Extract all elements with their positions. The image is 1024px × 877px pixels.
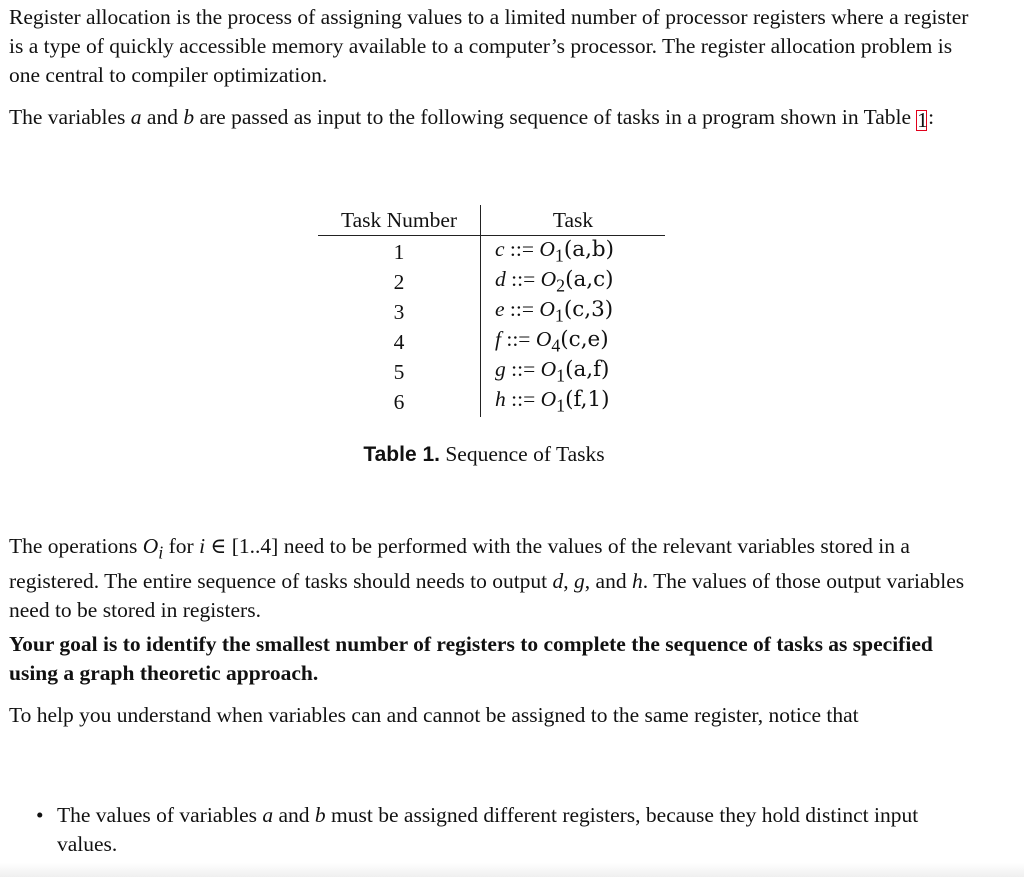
text-segment: . The values of those output variables need to be stored in registers. bbox=[9, 569, 965, 623]
task-args: (c,e) bbox=[560, 327, 609, 353]
task-number-cell: 5 bbox=[318, 357, 481, 387]
intro-paragraph: Register allocation is the process of assigning values to a limited number of processor registers where a register is a type of quickly accessible memory available to a computer’s processor. The register allocation problem is one central to compiler optimization. bbox=[9, 5, 969, 87]
page-bottom-shadow bbox=[0, 863, 1024, 877]
variables-paragraph bbox=[9, 103, 969, 132]
task-args: (a,b) bbox=[563, 237, 615, 263]
op-subscript: 2 bbox=[556, 275, 566, 296]
task-lhs: h bbox=[495, 387, 506, 412]
var-b: b bbox=[314, 803, 326, 827]
task-expression bbox=[495, 297, 614, 326]
op-subscript: 1 bbox=[554, 305, 564, 326]
op-symbol: O bbox=[142, 534, 159, 558]
table-row bbox=[318, 236, 665, 268]
index-i: i bbox=[199, 534, 206, 558]
var-a: a bbox=[262, 803, 274, 827]
hint-paragraph: To help you understand when variables can and cannot be assigned to the same register, notice that bbox=[9, 703, 859, 727]
text-segment: must be assigned different registers, because they hold distinct input values. bbox=[57, 803, 919, 856]
goal-paragraph: Your goal is to identify the smallest number of registers to complete the sequence of tasks as specified using a graph theoretic approach. bbox=[9, 632, 933, 685]
caption-label: Table 1. bbox=[363, 443, 440, 466]
task-args: (a,f) bbox=[565, 357, 610, 383]
task-number-cell: 1 bbox=[318, 236, 481, 268]
table-row bbox=[318, 327, 665, 357]
op-subscript: 1 bbox=[554, 245, 564, 266]
op-subscript: 4 bbox=[551, 335, 561, 356]
range-text: ∈ [1..4] bbox=[205, 534, 279, 558]
task-args: (a,c) bbox=[565, 267, 614, 293]
task-args: (f,1) bbox=[565, 387, 610, 413]
text-segment: and bbox=[141, 105, 184, 129]
op-symbol: O bbox=[535, 327, 552, 352]
task-sequence-table bbox=[318, 205, 665, 417]
op-subscript: 1 bbox=[556, 395, 566, 416]
text-segment: for bbox=[163, 534, 200, 558]
var-a: a bbox=[130, 105, 142, 129]
text-segment: , bbox=[563, 569, 575, 594]
var-d: d bbox=[552, 569, 564, 594]
table-row bbox=[318, 297, 665, 327]
assign-operator: ::= bbox=[504, 237, 540, 262]
table-caption bbox=[0, 440, 968, 469]
assign-operator: ::= bbox=[505, 387, 541, 412]
task-cell bbox=[481, 236, 666, 268]
task-number-cell: 6 bbox=[318, 387, 481, 417]
var-b: b bbox=[183, 105, 195, 129]
task-expression bbox=[495, 327, 609, 356]
task-lhs: g bbox=[495, 357, 506, 382]
task-args: (c,3) bbox=[563, 297, 614, 323]
table-row bbox=[318, 357, 665, 387]
header-task-number: Task Number bbox=[318, 205, 481, 236]
op-symbol: O bbox=[539, 297, 555, 322]
task-lhs: e bbox=[495, 297, 505, 322]
text-segment: The variables bbox=[9, 105, 131, 129]
operations-paragraph bbox=[9, 532, 969, 625]
text-segment: and bbox=[273, 803, 315, 827]
task-cell bbox=[481, 297, 666, 327]
op-symbol: O bbox=[540, 387, 557, 412]
table-reference-link[interactable]: 1 bbox=[917, 108, 928, 132]
task-cell bbox=[481, 387, 666, 417]
task-lhs: f bbox=[495, 327, 501, 352]
task-expression bbox=[495, 237, 615, 266]
task-lhs: c bbox=[495, 237, 505, 262]
task-expression bbox=[495, 267, 614, 296]
assign-operator: ::= bbox=[504, 297, 540, 322]
text-segment: The operations bbox=[9, 534, 143, 558]
header-task: Task bbox=[481, 205, 666, 236]
op-symbol: O bbox=[540, 267, 557, 292]
task-number-cell: 3 bbox=[318, 297, 481, 327]
task-number-cell: 2 bbox=[318, 267, 481, 297]
table-row bbox=[318, 387, 665, 417]
var-h: h bbox=[631, 569, 643, 594]
text-segment: : bbox=[928, 105, 935, 129]
task-cell bbox=[481, 267, 666, 297]
bullet-icon: • bbox=[36, 803, 44, 827]
task-expression bbox=[495, 357, 610, 386]
op-subscript: 1 bbox=[556, 365, 566, 386]
task-expression bbox=[495, 387, 610, 416]
assign-operator: ::= bbox=[505, 357, 541, 382]
text-segment: The values of variables bbox=[57, 803, 263, 827]
text-segment: need to be performed with the values of the relevant variables stored in a registered. The entire sequence of tasks should needs to output bbox=[9, 534, 910, 594]
text-segment: are passed as input to the following sequence of tasks in a program shown in Table bbox=[194, 105, 912, 129]
assign-operator: ::= bbox=[500, 327, 536, 352]
bullet-item bbox=[57, 801, 967, 859]
var-g: g bbox=[574, 569, 585, 594]
table-row bbox=[318, 267, 665, 297]
assign-operator: ::= bbox=[505, 267, 541, 292]
task-cell bbox=[481, 357, 666, 387]
text-segment: , and bbox=[584, 569, 632, 594]
task-cell bbox=[481, 327, 666, 357]
op-subscript: i bbox=[158, 542, 164, 563]
task-number-cell: 4 bbox=[318, 327, 481, 357]
caption-text: Sequence of Tasks bbox=[439, 442, 605, 466]
op-symbol: O bbox=[539, 237, 555, 262]
op-symbol: O bbox=[540, 357, 557, 382]
task-lhs: d bbox=[495, 267, 506, 292]
